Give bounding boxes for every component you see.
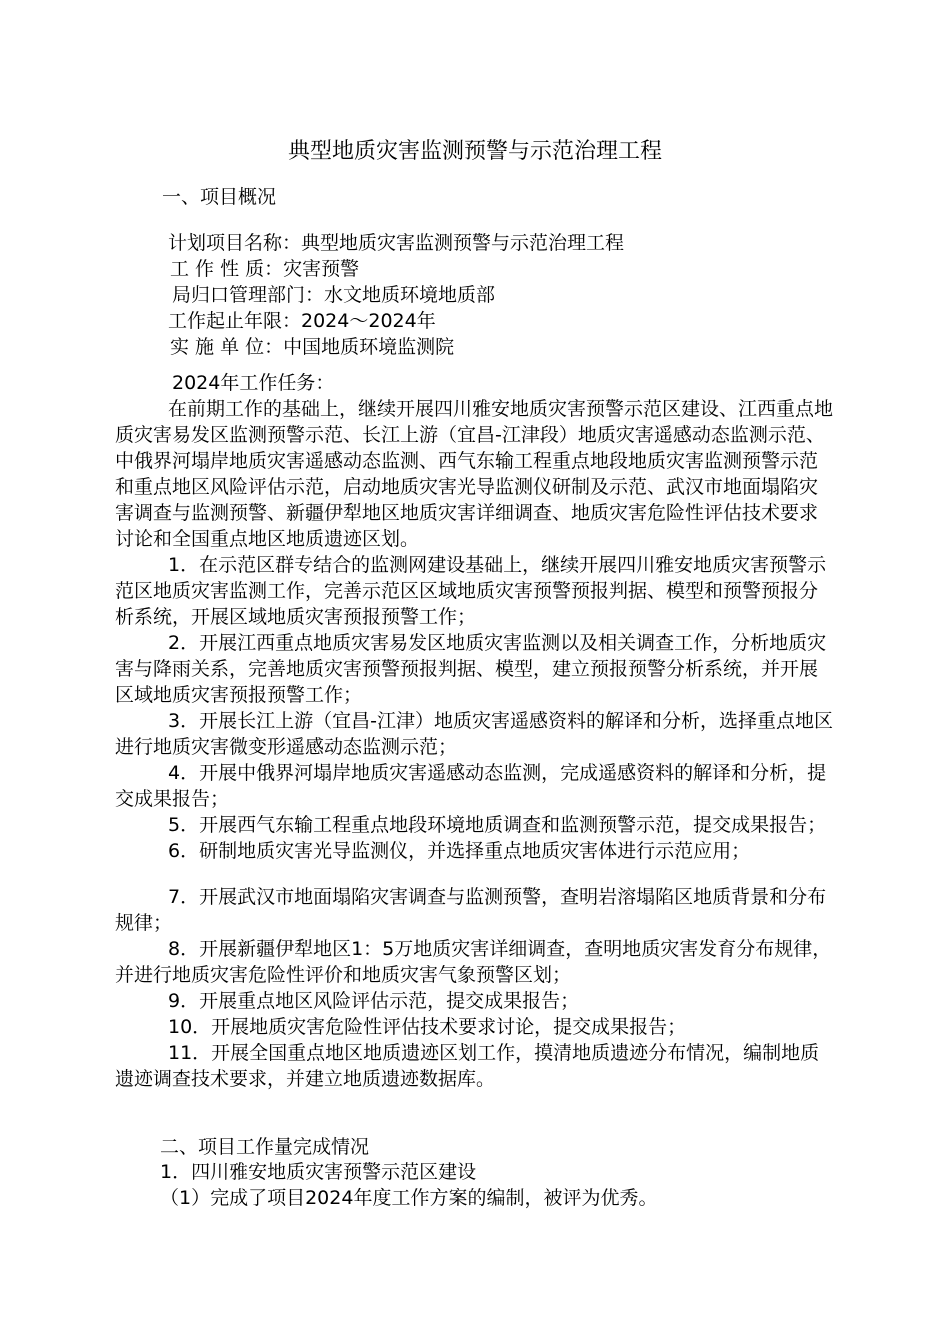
- info-work-nature: 工 作 性 质：灾害预警: [170, 258, 360, 280]
- tasks-content: [115, 396, 835, 1092]
- info-plan-name: 计划项目名称：典型地质灾害监测预警与示范治理工程: [168, 232, 625, 254]
- task-item: 7．开展武汉市地面塌陷灾害调查与监测预警，查明岩溶塌陷区地质背景和分布规律；: [115, 886, 827, 934]
- tasks-heading: 2024年工作任务：: [172, 372, 335, 394]
- info-unit: 实 施 单 位：中国地质环境监测院: [170, 336, 455, 358]
- info-department: 局归口管理部门：水文地质环境地质部: [172, 284, 496, 306]
- task-item: 10．开展地质灾害危险性评估技术要求讨论，提交成果报告；: [168, 1016, 687, 1038]
- tasks-intro-paragraph: 在前期工作的基础上，继续开展四川雅安地质灾害预警示范区建设、江西重点地质灾害易发区监测预警示范、长江上游（宜昌-江津段）地质灾害遥感动态监测示范、中俄界河塌岸地质灾害遥感动态监测、西气东输工程重点地段地质灾害监测预警示范和重点地区风险评估示范，启动地质灾害光导监测仪研制及示范、武汉市地面塌陷灾害调查与监测预警、新疆伊犁地区地质灾害详细调查、地质灾害危险性评估技术要求讨论和全国重点地区地质遗迹区划。: [115, 398, 834, 550]
- document-title: 典型地质灾害监测预警与示范治理工程: [287, 139, 662, 164]
- subsection-heading: 1．四川雅安地质灾害预警示范区建设: [160, 1161, 477, 1183]
- task-item: 11．开展全国重点地区地质遗迹区划工作，摸清地质遗迹分布情况，编制地质遗迹调查技术要求，并建立地质遗迹数据库。: [115, 1042, 820, 1090]
- task-item: 1．在示范区群专结合的监测网建设基础上，继续开展四川雅安地质灾害预警示范区地质灾害监测工作，完善示范区区域地质灾害预警预报判据、模型和预警预报分析系统，开展区域地质灾害预报预警工作；: [115, 554, 827, 628]
- info-period: 工作起止年限：2024～2024年: [168, 310, 436, 332]
- task-item: 2．开展江西重点地质灾害易发区地质灾害监测以及相关调查工作，分析地质灾害与降雨关系，完善地质灾害预警预报判据、模型，建立预报预警分析系统，并开展区域地质灾害预报预警工作；: [115, 632, 827, 706]
- workload-item: （1）完成了项目2024年度工作方案的编制，被评为优秀。: [160, 1187, 658, 1209]
- task-item: 5．开展西气东输工程重点地段环境地质调查和监测预警示范，提交成果报告；: [168, 814, 827, 836]
- section-heading-workload: 二、项目工作量完成情况: [160, 1136, 370, 1158]
- section-heading-overview: 一、项目概况: [162, 186, 277, 208]
- task-item: 9．开展重点地区风险评估示范，提交成果报告；: [168, 990, 580, 1012]
- task-item: 4．开展中俄界河塌岸地质灾害遥感动态监测，完成遥感资料的解译和分析，提交成果报告；: [115, 762, 827, 810]
- task-item: 6．研制地质灾害光导监测仪，并选择重点地质灾害体进行示范应用；: [168, 840, 751, 862]
- task-item: 3．开展长江上游（宜昌-江津）地质灾害遥感资料的解译和分析，选择重点地区进行地质灾害微变形遥感动态监测示范；: [115, 710, 833, 758]
- task-item: 8．开展新疆伊犁地区1：5万地质灾害详细调查，查明地质灾害发育分布规律，并进行地质灾害危险性评价和地质灾害气象预警区划；: [115, 938, 832, 986]
